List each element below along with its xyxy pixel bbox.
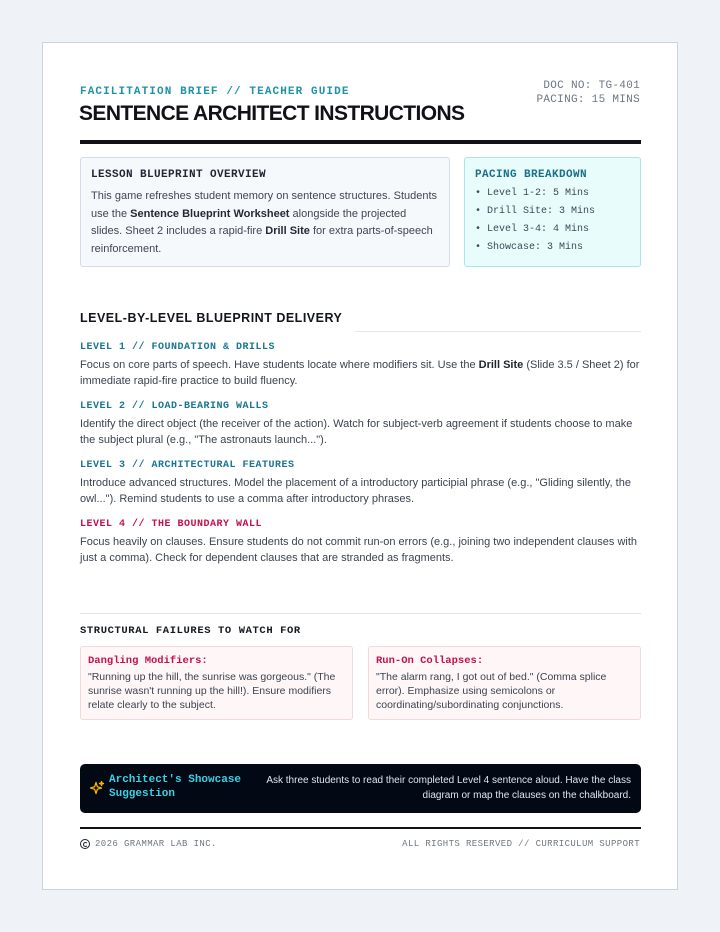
- drill-site-ref: Drill Site: [478, 359, 524, 371]
- overview-body: This game refreshes student memory on sentence structures. Students use the Sentence Blueprint Worksheet alongside the projected slides. Sheet 2 includes a rapid-fire Drill Site for extra parts-of-speech reinforcement.: [91, 190, 438, 255]
- level-2-heading: LEVEL 2 // LOAD-BEARING WALLS: [80, 401, 269, 412]
- overview-title: LESSON BLUEPRINT OVERVIEW: [91, 169, 267, 181]
- footer-rights: ALL RIGHTS RESERVED // CURRICULUM SUPPORT: [402, 839, 640, 849]
- document-page: [42, 42, 678, 890]
- doc-number: DOC NO: TG-401: [543, 80, 640, 92]
- pacing-item: • Drill Site: 3 Mins: [475, 206, 596, 217]
- doc-pacing: PACING: 15 MINS: [536, 94, 640, 106]
- level-1-text: Focus on core parts of speech. Have students locate where modifiers sit. Use the Drill Site (Slide 3.5 / Sheet 2) for immediate rapid-fire practice to build fluency.: [80, 359, 640, 387]
- pacing-title: PACING BREAKDOWN: [475, 169, 588, 181]
- failures-title: STRUCTURAL FAILURES TO WATCH FOR: [80, 625, 301, 637]
- worksheet-name: Sentence Blueprint Worksheet: [130, 207, 290, 220]
- showcase-banner: [80, 764, 641, 813]
- level-2-section: [80, 401, 641, 448]
- failure-card-run-on: [368, 646, 641, 720]
- failure-text: "Running up the hill, the sunrise was gorgeous." (The sunrise wasn't running up the hill!). Ensure modifiers relate clearly to the subject.: [88, 671, 336, 711]
- failure-text: "The alarm rang, I got out of bed." (Comma splice error). Emphasize using semicolons or coordinating/subordinating conjunctions.: [376, 671, 607, 711]
- doc-meta: [536, 79, 640, 107]
- showcase-title: Architect's Showcase Suggestion: [109, 774, 242, 800]
- level-4-section: [80, 519, 641, 566]
- header-rule: [80, 140, 641, 144]
- drill-site-name: Drill Site: [265, 225, 310, 237]
- level-1-section: [80, 342, 641, 389]
- page-title: SENTENCE ARCHITECT INSTRUCTIONS: [79, 102, 465, 125]
- level-3-text: Introduce advanced structures. Model the placement of a introductory participial phrase (e.g., "Gliding silently, the owl..."). Remind students to use a comma after introductory phrases.: [80, 477, 631, 505]
- sparkle-icon: [89, 780, 105, 796]
- doc-kicker: FACILITATION BRIEF // TEACHER GUIDE: [80, 86, 350, 98]
- level-4-heading: LEVEL 4 // THE BOUNDARY WALL: [80, 519, 263, 530]
- level-3-heading: LEVEL 3 // ARCHITECTURAL FEATURES: [80, 460, 295, 471]
- footer-rule: [80, 827, 641, 829]
- showcase-text: Ask three students to read their completed Level 4 sentence aloud. Have the class diagram or map the clauses on the chalkboard.: [266, 775, 631, 801]
- failure-heading: Dangling Modifiers:: [88, 655, 208, 667]
- copyright-icon: [80, 839, 90, 849]
- overview-box: [80, 157, 450, 267]
- level-3-section: [80, 460, 641, 507]
- pacing-list: [475, 185, 630, 257]
- failures-rule: [80, 613, 641, 614]
- level-4-text: Focus heavily on clauses. Ensure students do not commit run-on errors (e.g., joining two independent clauses with just a comma). Check for dependent clauses that are stranded as fragments.: [80, 536, 638, 564]
- level-1-heading: LEVEL 1 // FOUNDATION & DRILLS: [80, 342, 276, 353]
- pacing-box: [464, 157, 641, 267]
- delivery-rule: [355, 331, 641, 332]
- delivery-title: LEVEL-BY-LEVEL BLUEPRINT DELIVERY: [80, 311, 343, 325]
- pacing-item: • Level 1-2: 5 Mins: [475, 188, 590, 199]
- failure-card-dangling: [80, 646, 353, 720]
- pacing-item: • Level 3-4: 4 Mins: [475, 224, 590, 235]
- failure-heading: Run-On Collapses:: [376, 655, 484, 667]
- pacing-item: • Showcase: 3 Mins: [475, 242, 584, 253]
- level-2-text: Identify the direct object (the receiver of the action). Watch for subject-verb agreement if students choose to make the subject plural (e.g., "The astronauts launch...").: [80, 418, 633, 446]
- footer-copyright: 2026 GRAMMAR LAB INC.: [80, 839, 217, 849]
